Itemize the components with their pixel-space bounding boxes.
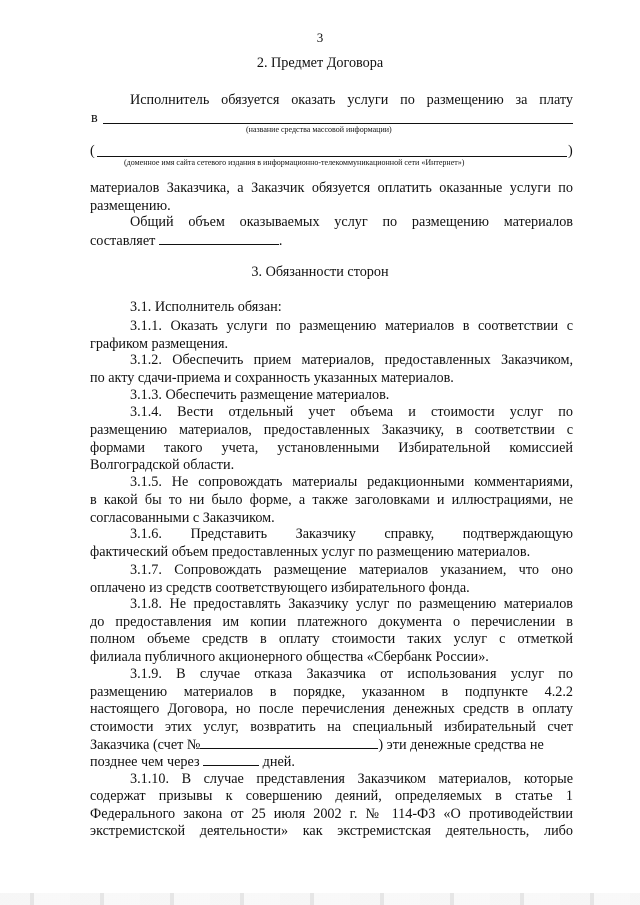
text-line: до предоставления им копии платежного документа о перечислении в [90,614,573,630]
text-line: 3.1.9. В случае отказа Заказчика от использования услуг по [130,666,573,682]
volume-period: . [278,233,283,249]
text-line: 3.1.8. Не предоставлять Заказчику услуг по размещению материалов [130,596,573,612]
text-line: Общий объем оказываемых услуг по размещению материалов [130,214,573,230]
text-line: по акту сдачи-приема и сохранность указанных материалов. [90,370,454,386]
paren-close: ) [568,143,573,159]
paren-open: ( [90,143,95,159]
domain-name-line [97,156,567,157]
text-line: Федерального закона от 25 июля 2002 г. № 114-ФЗ «О противодействии [90,806,573,822]
text-line: Волгоградской области. [90,457,235,473]
text-line: филиала публичного акционерного общества «Сбербанк России». [90,649,489,665]
text-line: в какой бы то ни было форме, а также заголовками и иллюстрациями, не [90,492,573,508]
scan-edge-artifact [0,893,640,905]
text-line: 3.1.7. Сопровождать размещение материалов указанием, что оно [130,562,573,578]
text-line: графиком размещения. [90,336,229,352]
volume-blank [159,231,279,245]
page-number: 3 [316,30,324,45]
text-line: 3.1.10. В случае представления Заказчиком материалов, которые [130,771,573,787]
section-2-intro: Исполнитель обязуется оказать услуги по размещению за плату [130,92,573,108]
text-line: полном объеме средств в оплату стоимости таких услуг с отметкой [90,631,573,647]
text-line: 3.1.3. Обеспечить размещение материалов. [130,387,390,403]
account-tail: ) эти денежные средства не [378,737,544,753]
text-line: фактический объем предоставленных услуг по размещению материалов. [90,544,531,560]
prefix-v: в [91,110,98,126]
days-tail: дней. [262,754,295,770]
text-line: материалов Заказчика, а Заказчик обязуется оплатить оказанные услуги по [90,180,573,196]
text-line: формами такого учета, установленными Избирательной комиссией [90,440,573,456]
text-line: 3.1.1. Оказать услуги по размещению материалов в соответствии с [130,318,573,334]
section-2-title: 2. Предмет Договора [256,55,384,71]
days-label: позднее чем через [90,754,200,770]
text-line: экстремистской деятельности» как экстремистская деятельность, либо [90,823,573,839]
text-line: 3.1.6. Представить Заказчику справку, подтверждающую [130,526,573,542]
volume-label: составляет [90,233,156,249]
text-line: согласованными с Заказчиком. [90,510,275,526]
text-line: настоящего Договора, но после перечисления денежных средств в оплату [90,701,573,717]
text-line: 3.1.4. Вести отдельный учет объема и стоимости услуг по [130,404,573,420]
text-line: стоимости этих услуг, возвратить на специальный избирательный счет [90,719,573,735]
text-line: 3.1.2. Обеспечить прием материалов, предоставленных Заказчиком, [130,352,573,368]
section-3-title: 3. Обязанности сторон [251,264,389,280]
volume-line [90,231,282,250]
text-line: размещению материалов в порядке, указанном в подпункте 4.2.2 [90,684,573,700]
caption-domain-name: (доменное имя сайта сетевого издания в информационно-телекоммуникационной сети «Интернет») [124,158,465,167]
text-line: содержат призывы к совершению деяний, определяемых в статье 1 [90,788,573,804]
text-line: размещению. [90,198,171,214]
days-blank [203,752,259,766]
text-line: размещению материалов, предоставленных Заказчику, в соответствии с [90,422,573,438]
text-line: 3.1. Исполнитель обязан: [130,299,282,315]
account-label: Заказчика (счет № [90,737,201,753]
text-line: оплачено из средств соответствующего избирательного фонда. [90,580,470,596]
media-name-line [103,123,573,124]
caption-media-name: (название средства массовой информации) [246,125,392,134]
text-line: 3.1.5. Не сопровождать материалы редакционными комментариями, [130,474,573,490]
days-line [90,752,295,771]
account-number-blank [200,735,378,749]
